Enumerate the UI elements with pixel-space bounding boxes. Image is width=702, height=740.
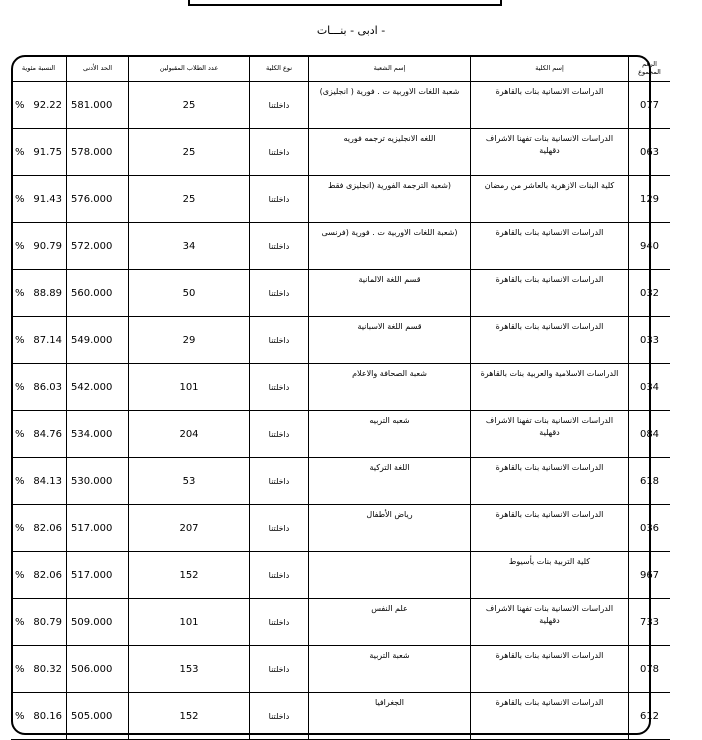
admissions-table	[11, 55, 670, 740]
division-cell: علم النفس	[309, 599, 471, 646]
accepted-count-cell: 153	[129, 646, 250, 693]
college-cell: الدراسات الانسانية بنات بالقاهرة	[471, 693, 629, 740]
code-cell: 077	[629, 82, 671, 129]
accepted-count-cell: 34	[129, 223, 250, 270]
table-row	[11, 458, 670, 505]
min-score-cell: 572.000	[67, 223, 129, 270]
division-cell: شعبة اللغات الاوربية ت . فورية ( انجليزى)	[309, 82, 471, 129]
min-score-cell: 509.000	[67, 599, 129, 646]
code-cell: 618	[629, 458, 671, 505]
accepted-count-cell: 152	[129, 552, 250, 599]
code-cell: 033	[629, 317, 671, 364]
min-score-cell: 560.000	[67, 270, 129, 317]
table-row	[11, 82, 670, 129]
percent-sign: %	[15, 569, 25, 581]
percent-sign: %	[15, 381, 25, 393]
division-cell: (شعبة اللغات الاوربية ت . فورية (فرنسى	[309, 223, 471, 270]
percent-sign: %	[15, 334, 25, 346]
percent-sign: %	[15, 710, 25, 722]
table-row	[11, 599, 670, 646]
college-type-cell: داخلتنا	[250, 317, 309, 364]
percent-cell	[11, 129, 67, 176]
percent-sign: %	[15, 522, 25, 534]
accepted-count-cell: 29	[129, 317, 250, 364]
table-row	[11, 176, 670, 223]
college-cell: الدراسات الانسانية بنات بالقاهرة	[471, 505, 629, 552]
table-row	[11, 270, 670, 317]
percent-cell	[11, 82, 67, 129]
min-score-cell: 530.000	[67, 458, 129, 505]
table-row	[11, 693, 670, 740]
accepted-count-cell: 204	[129, 411, 250, 458]
college-cell: الدراسات الانسانية بنات تفهنا الاشراف دقهلية	[471, 599, 629, 646]
percent-cell	[11, 411, 67, 458]
accepted-count-cell: 207	[129, 505, 250, 552]
percent-value: 80.32	[33, 663, 62, 675]
table-row	[11, 505, 670, 552]
percent-sign: %	[15, 663, 25, 675]
college-type-cell: داخلتنا	[250, 411, 309, 458]
percent-sign: %	[15, 287, 25, 299]
percent-value: 84.76	[33, 428, 62, 440]
percent-sign: %	[15, 240, 25, 252]
percent-sign: %	[15, 99, 25, 111]
division-cell: الجغرافيا	[309, 693, 471, 740]
college-cell: كلية التربية بنات بأسيوط	[471, 552, 629, 599]
percent-value: 91.43	[33, 193, 62, 205]
min-score-cell: 534.000	[67, 411, 129, 458]
table-row	[11, 411, 670, 458]
code-cell: 084	[629, 411, 671, 458]
table-row	[11, 129, 670, 176]
table-row	[11, 317, 670, 364]
percent-value: 87.14	[33, 334, 62, 346]
percent-cell	[11, 364, 67, 411]
code-cell: 036	[629, 505, 671, 552]
min-score-cell: 576.000	[67, 176, 129, 223]
college-type-cell: داخلتنا	[250, 176, 309, 223]
min-score-cell: 517.000	[67, 552, 129, 599]
percent-sign: %	[15, 428, 25, 440]
table-header-row	[11, 55, 670, 82]
percent-sign: %	[15, 616, 25, 628]
min-score-cell: 505.000	[67, 693, 129, 740]
college-cell: الدراسات الانسانية بنات بالقاهرة	[471, 646, 629, 693]
percent-sign: %	[15, 146, 25, 158]
accepted-count-cell: 53	[129, 458, 250, 505]
college-type-cell: داخلتنا	[250, 364, 309, 411]
header-percent: النسبة مئوية	[11, 55, 67, 82]
division-cell: قسم اللغة الاسبانية	[309, 317, 471, 364]
header-min-score: الحد الأدنى	[67, 55, 129, 82]
min-score-cell: 549.000	[67, 317, 129, 364]
code-cell: 034	[629, 364, 671, 411]
division-cell: شعبة التربية	[309, 646, 471, 693]
college-cell: كلية البنات الازهرية بالعاشر من رمضان	[471, 176, 629, 223]
accepted-count-cell: 50	[129, 270, 250, 317]
percent-value: 88.89	[33, 287, 62, 299]
header-division: إسم الشعبة	[309, 55, 471, 82]
percent-cell	[11, 176, 67, 223]
code-cell: 078	[629, 646, 671, 693]
code-cell: 612	[629, 693, 671, 740]
section-subtitle: - ادبى - بنـــات	[316, 24, 386, 37]
accepted-count-cell: 101	[129, 599, 250, 646]
table-row	[11, 646, 670, 693]
header-college-type: نوع الكلية	[250, 55, 309, 82]
code-cell: 940	[629, 223, 671, 270]
college-cell: الدراسات الانسانية بنات بالقاهرة	[471, 458, 629, 505]
min-score-cell: 578.000	[67, 129, 129, 176]
table-row	[11, 364, 670, 411]
accepted-count-cell: 25	[129, 129, 250, 176]
header-code: الرقم المجموع	[629, 55, 671, 82]
table-row	[11, 552, 670, 599]
percent-value: 92.22	[33, 99, 62, 111]
percent-value: 82.06	[33, 569, 62, 581]
percent-cell	[11, 693, 67, 740]
division-cell: (شعبة الترجمة الفورية (انجليزى فقط	[309, 176, 471, 223]
percent-sign: %	[15, 193, 25, 205]
header-college: إسم الكلية	[471, 55, 629, 82]
college-type-cell: داخلتنا	[250, 599, 309, 646]
division-cell: قسم اللغة الالمانية	[309, 270, 471, 317]
college-type-cell: داخلتنا	[250, 458, 309, 505]
accepted-count-cell: 25	[129, 82, 250, 129]
division-cell	[309, 552, 471, 599]
college-type-cell: داخلتنا	[250, 129, 309, 176]
college-cell: الدراسات الاسلامية والعربية بنات بالقاهرة	[471, 364, 629, 411]
percent-cell	[11, 317, 67, 364]
min-score-cell: 517.000	[67, 505, 129, 552]
division-cell: شعبه التربيه	[309, 411, 471, 458]
percent-value: 84.13	[33, 475, 62, 487]
percent-value: 91.75	[33, 146, 62, 158]
percent-value: 82.06	[33, 522, 62, 534]
college-type-cell: داخلتنا	[250, 82, 309, 129]
college-type-cell: داخلتنا	[250, 693, 309, 740]
percent-sign: %	[15, 475, 25, 487]
division-cell: رياض الأطفال	[309, 505, 471, 552]
header-accepted-count: عدد الطلاب المقبولين	[129, 55, 250, 82]
code-cell: 032	[629, 270, 671, 317]
college-cell: الدراسات الانسانية بنات تفهنا الاشراف دقهلية	[471, 411, 629, 458]
percent-cell	[11, 646, 67, 693]
code-cell: 129	[629, 176, 671, 223]
college-type-cell: داخلتنا	[250, 270, 309, 317]
percent-value: 86.03	[33, 381, 62, 393]
college-type-cell: داخلتنا	[250, 552, 309, 599]
college-cell: الدراسات الانسانية بنات بالقاهرة	[471, 270, 629, 317]
college-type-cell: داخلتنا	[250, 646, 309, 693]
division-cell: اللغه الانجليزيه ترجمه فوريه	[309, 129, 471, 176]
min-score-cell: 581.000	[67, 82, 129, 129]
min-score-cell: 542.000	[67, 364, 129, 411]
min-score-cell: 506.000	[67, 646, 129, 693]
percent-cell	[11, 505, 67, 552]
percent-cell	[11, 270, 67, 317]
code-cell: 733	[629, 599, 671, 646]
college-cell: الدراسات الانسانية بنات بالقاهرة	[471, 82, 629, 129]
accepted-count-cell: 152	[129, 693, 250, 740]
code-cell: 063	[629, 129, 671, 176]
college-cell: الدراسات الانسانية بنات بالقاهرة	[471, 317, 629, 364]
percent-value: 80.16	[33, 710, 62, 722]
code-cell: 967	[629, 552, 671, 599]
college-cell: الدراسات الانسانية بنات بالقاهرة	[471, 223, 629, 270]
header-box	[188, 0, 502, 6]
college-type-cell: داخلتنا	[250, 505, 309, 552]
percent-cell	[11, 599, 67, 646]
table-row	[11, 223, 670, 270]
college-type-cell: داخلتنا	[250, 223, 309, 270]
accepted-count-cell: 101	[129, 364, 250, 411]
accepted-count-cell: 25	[129, 176, 250, 223]
college-cell: الدراسات الانسانية بنات تفهنا الاشراف دقهلية	[471, 129, 629, 176]
percent-cell	[11, 458, 67, 505]
percent-cell	[11, 223, 67, 270]
division-cell: اللغة التركية	[309, 458, 471, 505]
division-cell: شعبة الصحافة والاعلام	[309, 364, 471, 411]
percent-value: 90.79	[33, 240, 62, 252]
percent-value: 80.79	[33, 616, 62, 628]
percent-cell	[11, 552, 67, 599]
